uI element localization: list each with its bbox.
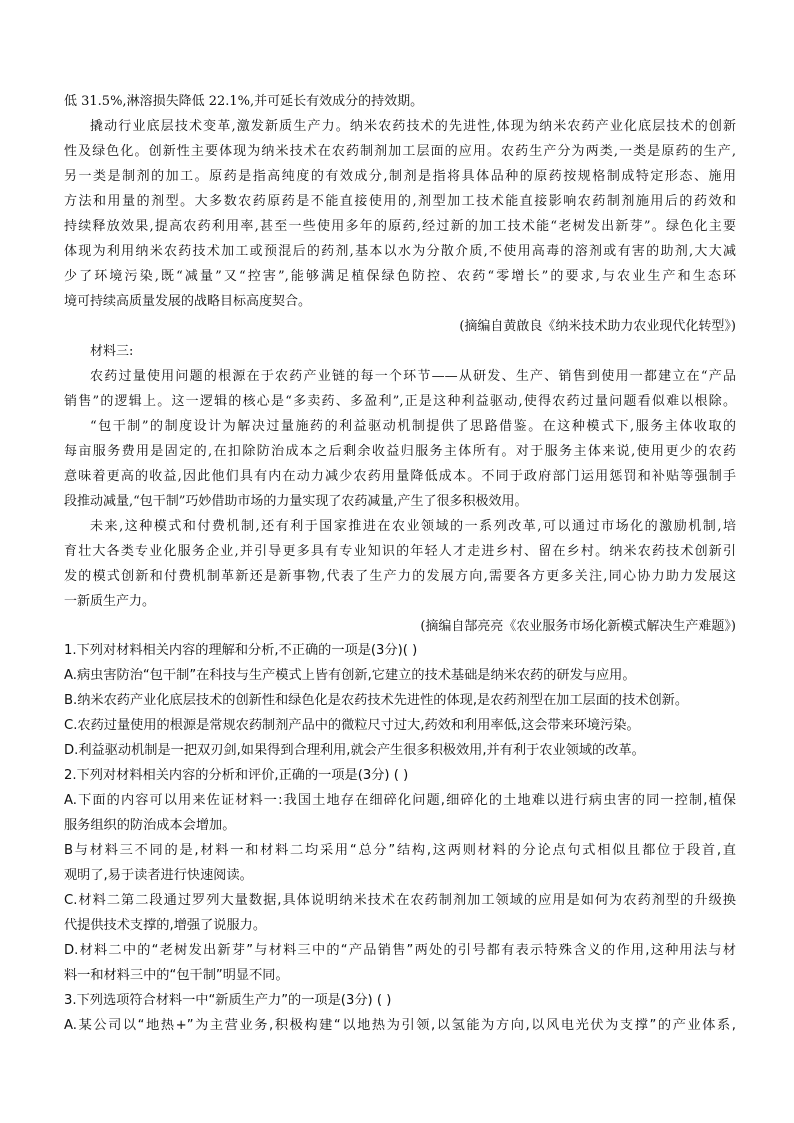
text-line: 方法和用量的剂型。大多数农药原药是不能直接使用的,剂型加工技术能直接影响农药制剂施用后的药效和 — [64, 194, 736, 209]
text-line: 境可持续高质量发展的战略目标高度契合。 — [64, 294, 312, 309]
text-line: 销售”的逻辑上。这一逻辑的核心是“多卖药、多盈利”,正是这种利益驱动,使得农药过量问题看似难以根除。 — [64, 394, 736, 409]
question-3-option-a: A.某公司以“地热+”为主营业务,积极构建“以地热为引领,以氢能为方向,以风电光伏为支撑”的产业体系, — [64, 1018, 736, 1033]
question-2-option-d-cont: 料一和材料三中的“包干制”明显不同。 — [64, 968, 289, 983]
text-line: 低 31.5%,淋溶损失降低 22.1%,并可延长有效成分的持效期。 — [64, 94, 424, 109]
section-heading: 材料三: — [90, 344, 134, 359]
source-citation: (摘编自黄啟良《纳米技术助力农业现代化转型》) — [459, 319, 736, 334]
question-2-option-a-cont: 服务组织的防治成本会增加。 — [64, 818, 236, 833]
text-line: 持续释放效果,提高农药利用率,甚至一些使用多年的原药,经过新的加工技术能“老树发出新芽”。绿色化主要 — [64, 219, 736, 234]
question-1-option-b: B.纳米农药产业化底层技术的创新性和绿色化是农药技术先进性的体现,是农药剂型在加工层面的技术创新。 — [64, 693, 689, 708]
question-2-option-c: C.材料二第二段通过罗列大量数据,具体说明纳米技术在农药制剂加工领域的应用是如何为农药剂型的升级换 — [64, 893, 736, 908]
text-line: 农药过量使用问题的根源在于农药产业链的每一个环节——从研发、生产、销售到使用一都建立在“产品 — [90, 369, 736, 384]
text-line: 撬动行业底层技术变革,激发新质生产力。纳米农药技术的先进性,体现为纳米农药产业化底层技术的创新 — [90, 119, 736, 134]
question-3-stem: 3.下列选项符合材料一中“新质生产力”的一项是(3分) ( ) — [64, 993, 392, 1008]
source-citation: (摘编自郜亮亮《农业服务市场化新模式解决生产难题》) — [420, 619, 736, 634]
question-1-stem: 1.下列对材料相关内容的理解和分析,不正确的一项是(3分)( ) — [64, 643, 418, 658]
question-2-option-d: D.材料二中的“老树发出新芽”与材料三中的“产品销售”两处的引号都有表示特殊含义的作用,这种用法与材 — [64, 943, 736, 958]
text-line: 体现为利用纳米农药技术加工或预混后的药剂,基本以水为分散介质,不使用高毒的溶剂或有害的助剂,大大减 — [64, 244, 736, 259]
text-line: 性及绿色化。创新性主要体现为纳米技术在农药制剂加工层面的应用。农药生产分为两类,一类是原药的生产, — [64, 144, 736, 159]
question-1-option-c: C.农药过量使用的根源是常规农药制剂产品中的微粒尺寸过大,药效和利用率低,这会带来环境污染。 — [64, 718, 640, 733]
question-1-option-a: A.病虫害防治“包干制”在科技与生产模式上皆有创新,它建立的技术基础是纳米农药的研发与应用。 — [64, 668, 636, 683]
text-line: 一新质生产力。 — [64, 594, 156, 609]
question-2-option-b: B与材料三不同的是,材料一和材料二均采用“总分”结构,这两则材料的分论点句式相似且都位于段首,直 — [64, 843, 736, 858]
question-2-option-a: A.下面的内容可以用来佐证材料一:我国土地存在细碎化问题,细碎化的土地难以进行病虫害的同一控制,植保 — [64, 793, 736, 808]
question-2-option-c-cont: 代提供技术支撑的,增强了说服力。 — [64, 918, 267, 933]
text-line: 未来,这种模式和付费机制,还有利于国家推进在农业领域的一系列改革,可以通过市场化的激励机制,培 — [90, 519, 736, 534]
text-line: 少了环境污染,既“减量”又“控害”,能够满足植保绿色防控、农药“零增长”的要求,与农业生产和生态环 — [64, 269, 736, 284]
question-2-stem: 2.下列对材料相关内容的分析和评价,正确的一项是(3分) ( ) — [64, 768, 409, 783]
text-line: 段推动减量,“包干制”巧妙借助市场的力量实现了农药减量,产生了很多积极效用。 — [64, 494, 528, 509]
text-line: 发的模式创新和付费机制革新还是新事物,代表了生产力的发展方向,需要各方更多关注,同心协力助力发展这 — [64, 569, 736, 584]
text-line: “包干制”的制度设计为解决过量施药的利益驱动机制提供了思路借鉴。在这种模式下,服务主体收取的 — [90, 419, 736, 434]
question-2-option-b-cont: 观明了,易于读者进行快速阅读。 — [64, 868, 253, 883]
text-line: 每亩服务费用是固定的,在扣除防治成本之后剩余收益归服务主体所有。对于服务主体来说,使用更少的农药 — [64, 444, 736, 459]
text-line: 意味着更高的收益,因此他们具有内在动力减少农药用量降低成本。不同于政府部门运用惩罚和补贴等强制手 — [64, 469, 736, 484]
question-1-option-d: D.利益驱动机制是一把双刃剑,如果得到合理利用,就会产生很多积极效用,并有利于农业领域的改革。 — [64, 743, 645, 758]
text-line: 育壮大各类专业化服务企业,并引导更多具有专业知识的年轻人才走进乡村、留在乡村。纳米农药技术创新引 — [64, 544, 736, 559]
text-line: 另一类是制剂的加工。原药是指高纯度的有效成分,制剂是指将具体品种的原药按规格制成特定形态、施用 — [64, 169, 736, 184]
